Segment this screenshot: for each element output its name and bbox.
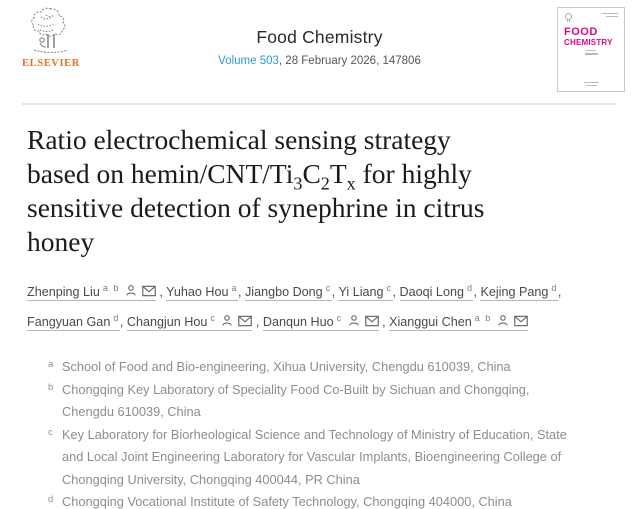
author-superscript: a	[231, 283, 238, 293]
cover-footer-microtext	[558, 82, 624, 86]
author-list	[27, 276, 614, 336]
volume-link[interactable]: Volume 503	[218, 55, 279, 67]
author-separator: ,	[119, 315, 127, 330]
author-superscript: c	[325, 283, 332, 293]
person-icon[interactable]	[125, 281, 137, 306]
author-name: Yi Liang	[338, 285, 384, 300]
author-superscript: c	[336, 313, 343, 324]
journal-cover-thumbnail[interactable]	[557, 7, 625, 92]
person-icon[interactable]	[221, 311, 233, 336]
author[interactable]	[480, 285, 557, 301]
author-name: Changjun Hou	[126, 315, 208, 330]
author-separator: ,	[155, 285, 167, 300]
author[interactable]	[166, 285, 238, 301]
author-superscript: a b	[102, 283, 120, 293]
affiliation-item	[48, 491, 614, 509]
affiliation-label: c	[48, 426, 53, 438]
affiliation-item	[48, 424, 614, 492]
author-name: Fangyuan Gan	[27, 315, 111, 330]
header-divider	[22, 103, 617, 105]
journal-title-block	[0, 27, 639, 67]
journal-header	[0, 0, 639, 104]
author-separator: ,	[252, 315, 263, 330]
affiliation-list	[48, 356, 614, 509]
author-name: Danqun Huo	[262, 315, 334, 330]
cover-title-food: FOOD	[564, 26, 598, 38]
affiliation-item	[48, 379, 614, 424]
person-icon[interactable]	[348, 311, 360, 336]
elsevier-wordmark: ELSEVIER	[22, 58, 80, 69]
issue-date-text: , 28 February 2026, 147806	[278, 55, 421, 67]
author[interactable]	[389, 315, 528, 331]
author-superscript: c	[210, 313, 217, 324]
email-icon[interactable]	[365, 311, 379, 336]
author-superscript: d	[466, 283, 474, 293]
author-name: Zhenping Liu	[27, 285, 100, 300]
cover-mini-tree-icon	[564, 13, 573, 23]
author[interactable]	[27, 285, 156, 301]
affiliation-label: a	[48, 359, 54, 371]
author-separator: ,	[378, 315, 390, 330]
author[interactable]	[400, 285, 474, 301]
author-superscript: d	[551, 283, 558, 293]
author[interactable]	[127, 315, 253, 331]
author-name: Yuhao Hou	[166, 285, 229, 300]
affiliation-text: Chongqing Vocational Institute of Safety Technology, Chongqing 404000, China	[62, 494, 512, 509]
email-icon[interactable]	[514, 311, 528, 336]
author[interactable]	[245, 285, 332, 301]
issue-info	[0, 55, 639, 67]
journal-title[interactable]: Food Chemistry	[256, 27, 383, 47]
author-name: Daoqi Long	[399, 285, 464, 300]
author-name: Xianggui Chen	[389, 315, 472, 330]
author-superscript: c	[386, 283, 393, 293]
author-superscript: d	[113, 313, 120, 324]
author[interactable]	[27, 315, 120, 331]
article-title: Ratio electrochemical sensing strategy based on hemin/$CNT/Ti_3C_2T_x$ for highly sensitive detection of synephrine in citrus honey	[27, 124, 485, 257]
affiliation-text: School of Food and Bio-engineering, Xihua University, Chengdu 610039, China	[62, 359, 511, 375]
author-superscript: a b	[474, 313, 492, 324]
author-separator: ,	[237, 285, 245, 300]
email-icon[interactable]	[142, 281, 156, 306]
affiliation-label: d	[48, 494, 54, 506]
author-separator: ,	[331, 285, 339, 300]
cover-microtext	[602, 13, 618, 17]
author[interactable]	[338, 285, 392, 301]
affiliation-text: Key Laboratory for Biorheological Science and Technology of Ministry of Education, State and Local Joint Engineering Laboratory for Vascular Implants, Bioengineering College of Chongqing University, Chongqing 400044, PR China	[62, 426, 567, 487]
author[interactable]	[263, 315, 379, 331]
author-name: Kejing Pang	[480, 285, 549, 300]
affiliation-item	[48, 356, 614, 379]
email-icon[interactable]	[238, 311, 252, 336]
author-separator: ,	[473, 285, 481, 300]
author-name: Jiangbo Dong	[244, 285, 323, 300]
author-separator: ,	[392, 285, 400, 300]
cover-editor-microtext	[564, 50, 618, 55]
affiliation-label: b	[48, 381, 54, 393]
affiliation-text: Chongqing Key Laboratory of Speciality Food Co-Built by Sichuan and Chongqing, Chengdu 610039, China	[62, 381, 530, 420]
cover-title-chemistry: CHEMISTRY	[564, 38, 613, 47]
person-icon[interactable]	[497, 311, 509, 336]
author-separator: ,	[557, 285, 562, 300]
